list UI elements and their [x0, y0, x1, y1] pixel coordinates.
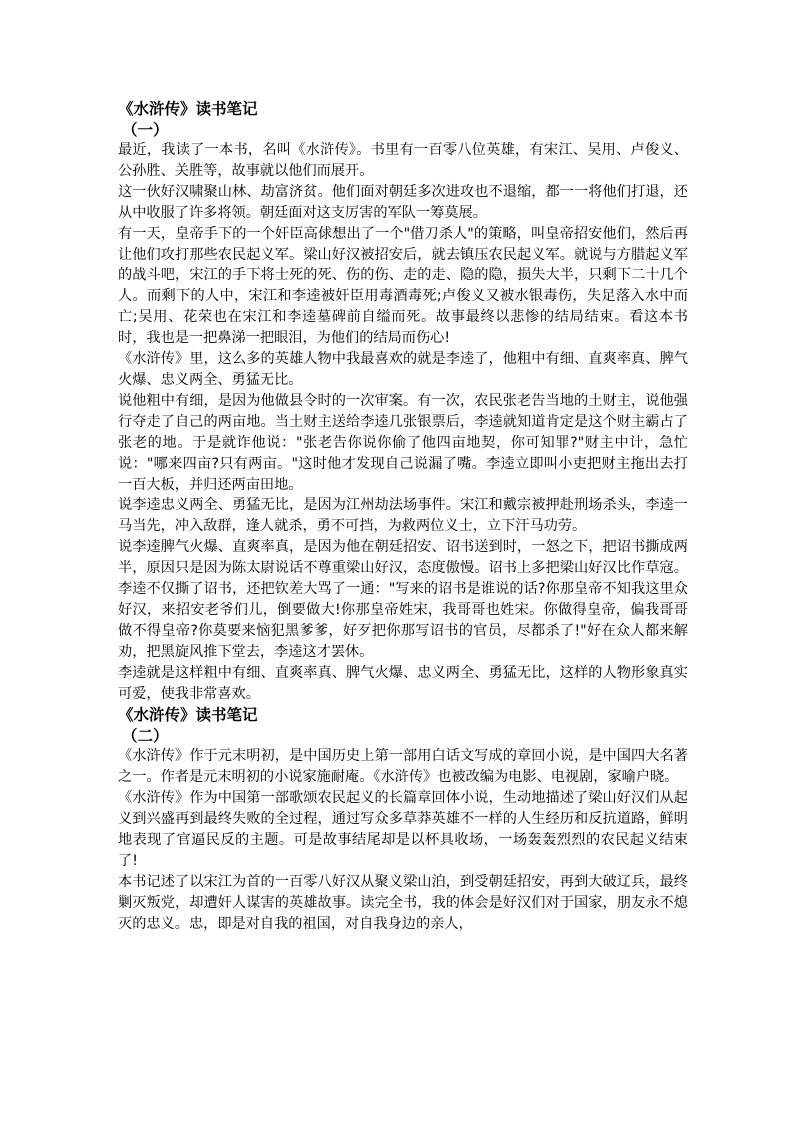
paragraph: 李逵就是这样粗中有细、直爽率真、脾气火爆、忠义两全、勇猛无比，这样的人物形象真实可爱，使我非常喜欢。	[118, 664, 688, 702]
paragraph: 有一天，皇帝手下的一个奸臣高俅想出了一个"借刀杀人"的策略，叫皇帝招安他们，然后再让他们攻打那些农民起义军。梁山好汉被招安后，就去镇压农民起义军。就说与方腊起义军的战斗吧，宋江的手下将士死的死、伤的伤、走的走、隐的隐，损失大半，只剩下二十几个人。而剩下的人中，宋江和李逵被奸臣用毒酒毒死;卢俊义又被水银毒伤，失足落入水中而亡;吴用、花荣也在宋江和李逵墓碑前自缢而死。故事最终以悲惨的结局结束。看这本书时，我也是一把鼻涕一把眼泪，为他们的结局而伤心!	[118, 225, 688, 347]
section-2	[118, 704, 688, 934]
section-2-title: 《水浒传》读书笔记	[118, 705, 258, 725]
paragraph: 这一伙好汉啸聚山林、劫富济贫。他们面对朝廷多次进攻也不退缩，都一一将他们打退，还从中收服了许多将领。朝廷面对这支厉害的军队一筹莫展。	[118, 183, 688, 221]
section-1	[118, 98, 688, 704]
paragraph: 最近，我读了一本书，名叫《水浒传》。书里有一百零八位英雄，有宋江、吴用、卢俊义、公孙胜、关胜等，故事就以他们而展开。	[118, 142, 688, 179]
section-2-subtitle: （二）	[122, 726, 169, 746]
document-page	[118, 98, 688, 935]
paragraph: 说李逵脾气火爆、直爽率真，是因为他在朝廷招安、诏书送到时，一怒之下，把诏书撕成两半，原因只是因为陈太尉说话不尊重梁山好汉，态度傲慢。诏书上多把梁山好汉比作草寇。李逵不仅撕了诏书，还把钦差大骂了一通："写来的诏书是谁说的话?你那皇帝不知我这里众好汉，来招安老爷们儿，倒要做大!你那皇帝姓宋，我哥哥也姓宋。你做得皇帝，偏我哥哥做不得皇帝?你莫要来恼犯黑爹爹，好歹把你那写诏书的官员，尽都杀了!"好在众人都来解劝，把黑旋风推下堂去，李逵这才罢休。	[118, 539, 688, 660]
paragraph: 本书记述了以宋江为首的一百零八好汉从聚义梁山泊，到受朝廷招安，再到大破辽兵，最终剿灭叛党，却遭奸人谋害的英雄故事。读完全书，我的体会是好汉们对于国家，朋友永不熄灭的忠义。忠，即是对自我的祖国，对自我身边的亲人，	[118, 873, 688, 932]
section-1-title: 《水浒传》读书笔记	[118, 99, 258, 118]
section-1-subtitle: （一）	[122, 120, 169, 139]
paragraph: 说他粗中有细，是因为他做县令时的一次审案。有一次，农民张老告当地的土财主，说他强行夺走了自己的两亩地。当土财主送给李逵几张银票后，李逵就知道肯定是这个财主霸占了张老的地。于是就诈他说："张老告你说你偷了他四亩地契，你可知罪?"财主中计，急忙说："哪来四亩?只有两亩。"这时他才发现自己说漏了嘴。李逵立即叫小吏把财主拖出去打一百大板，并归还两亩田地。	[118, 392, 688, 493]
paragraph: 说李逵忠义两全、勇猛无比，是因为江州劫法场事件。宋江和戴宗被押赴刑场杀头，李逵一马当先，冲入敌群，逢人就杀，勇不可挡，为救两位义士，立下汗马功劳。	[118, 497, 688, 535]
paragraph: 《水浒传》里，这么多的英雄人物中我最喜欢的就是李逵了，他粗中有细、直爽率真、脾气火爆、忠义两全、勇猛无比。	[118, 351, 688, 388]
paragraph: 《水浒传》作为中国第一部歌颂农民起义的长篇章回体小说，生动地描述了梁山好汉们从起义到兴盛再到最终失败的全过程，通过写众多草莽英雄不一样的人生经历和反抗道路，鲜明地表现了官逼民反的主题。可是故事结尾却是以杯具收场，一场轰轰烈烈的农民起义结束了!	[118, 790, 688, 869]
paragraph: 《水浒传》作于元末明初，是中国历史上第一部用白话文写成的章回小说，是中国四大名著之一。作者是元末明初的小说家施耐庵。《水浒传》也被改编为电影、电视剧，家喻户晓。	[118, 748, 688, 786]
